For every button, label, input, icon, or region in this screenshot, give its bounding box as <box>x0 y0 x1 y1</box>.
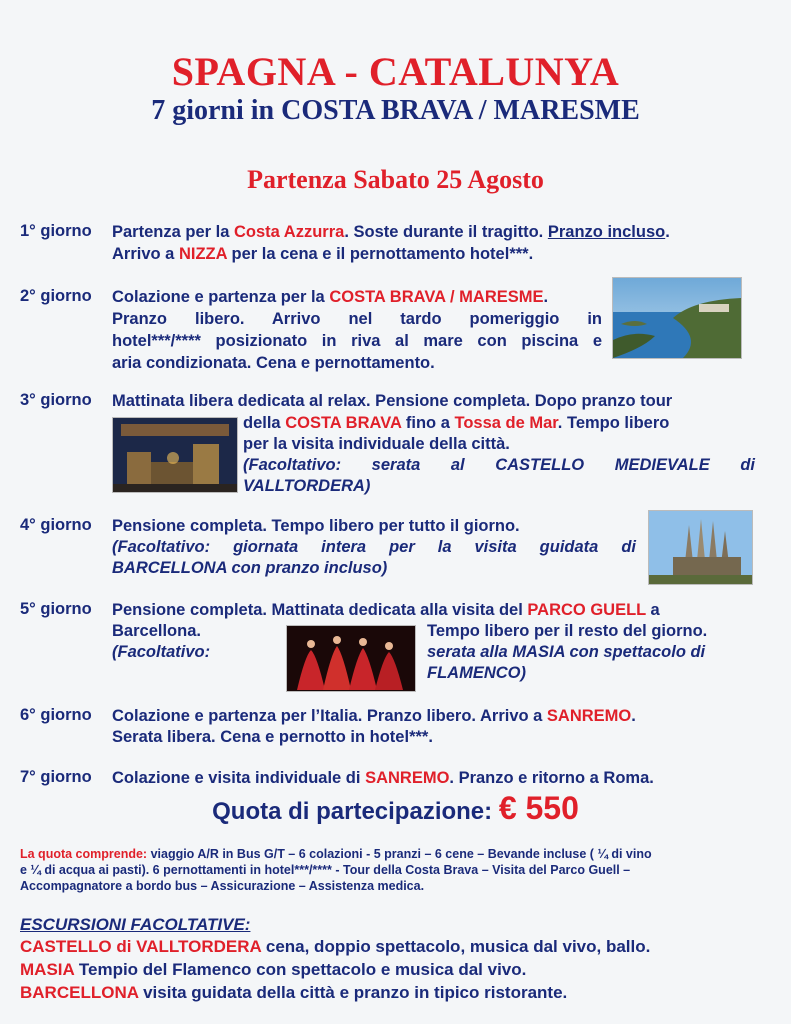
day-5-line-1: Pensione completa. Mattinata dedicata alla visita del PARCO GUELL a <box>112 601 660 619</box>
day-1-label: 1° giorno <box>20 222 92 240</box>
day-3-line-1: Mattinata libera dedicata al relax. Pensione completa. Dopo pranzo tour <box>112 392 673 410</box>
excursions-heading: ESCURSIONI FACOLTATIVE: <box>20 915 251 934</box>
day-2-line-4: aria condizionata. Cena e pernottamento. <box>112 354 435 372</box>
day-5-optional-2: FLAMENCO) <box>427 664 526 682</box>
day-4-label: 4° giorno <box>20 516 92 534</box>
includes-line-3: Accompagnatore a bordo bus – Assicurazione – Assistenza medica. <box>20 879 425 893</box>
day-7-label: 7° giorno <box>20 768 92 786</box>
day-3-optional-1: (Facoltativo: serata al CASTELLO MEDIEVALE di <box>243 456 755 474</box>
day-4-optional-2: BARCELLONA con pranzo incluso) <box>112 559 388 577</box>
includes-line-1: La quota comprende: viaggio A/R in Bus G/T – 6 colazioni - 5 pranzi – 6 cene – Bevande incluse ( ¼ di vino <box>20 847 652 861</box>
page-subtitle: 7 giorni in COSTA BRAVA / MARESME <box>151 95 640 126</box>
day-3-optional-2: VALLTORDERA) <box>243 477 371 495</box>
costa-brava-photo <box>612 277 742 359</box>
price-label: Quota di partecipazione: <box>212 798 493 825</box>
day-3-line-2: della COSTA BRAVA fino a Tossa de Mar. Tempo libero <box>243 414 670 432</box>
day-1-line-1: Partenza per la Costa Azzurra. Soste durante il tragitto. Pranzo incluso. <box>112 223 670 241</box>
day-2-line-3: hotel***/**** posizionato in riva al mare con piscina e <box>112 332 602 350</box>
day-3-line-3: per la visita individuale della città. <box>243 435 510 453</box>
day-2-line-2: Pranzo libero. Arrivo nel tardo pomeriggio in <box>112 310 602 328</box>
excursion-item: CASTELLO di VALLTORDERA cena, doppio spettacolo, musica dal vivo, ballo. <box>20 937 651 956</box>
day-1-line-2: Arrivo a NIZZA per la cena e il pernottamento hotel***. <box>112 245 534 263</box>
day-4-optional-1: (Facoltativo: giornata intera per la visita guidata di <box>112 538 636 556</box>
day-5-label: 5° giorno <box>20 600 92 618</box>
excursion-item: BARCELLONA visita guidata della città e pranzo in tipico ristorante. <box>20 983 568 1002</box>
day-3-label: 3° giorno <box>20 391 92 409</box>
price-value: € 550 <box>498 790 579 826</box>
day-4-line-1: Pensione completa. Tempo libero per tutto il giorno. <box>112 517 520 535</box>
castle-photo <box>112 417 238 493</box>
includes-line-2: e ¼ di acqua ai pasti). 6 pernottamenti in hotel***/**** - Tour della Costa Brava – Visita del Parco Guell – <box>20 863 631 877</box>
departure-date: Partenza Sabato 25 Agosto <box>247 165 544 194</box>
day-5-optional-1: serata alla MASIA con spettacolo di <box>427 643 706 661</box>
day-2-label: 2° giorno <box>20 287 92 305</box>
day-5-line-2b: Tempo libero per il resto del giorno. <box>427 622 708 640</box>
excursion-item: MASIA Tempio del Flamenco con spettacolo e musica dal vivo. <box>20 960 527 979</box>
price-line <box>0 790 791 827</box>
day-7-line-1: Colazione e visita individuale di SANREMO. Pranzo e ritorno a Roma. <box>112 769 654 787</box>
sagrada-familia-photo <box>648 510 753 585</box>
page-title: SPAGNA - CATALUNYA <box>171 49 620 94</box>
day-6-line-1: Colazione e partenza per l’Italia. Pranzo libero. Arrivo a SANREMO. <box>112 707 636 725</box>
day-2-line-1: Colazione e partenza per la COSTA BRAVA / MARESME. <box>112 288 549 306</box>
day-5-line-2a: Barcellona. <box>112 622 201 640</box>
day-6-line-2: Serata libera. Cena e pernotto in hotel***. <box>112 728 433 746</box>
day-6-label: 6° giorno <box>20 706 92 724</box>
flamenco-photo <box>286 625 416 692</box>
day-5-optional-label: (Facoltativo: <box>112 643 211 661</box>
